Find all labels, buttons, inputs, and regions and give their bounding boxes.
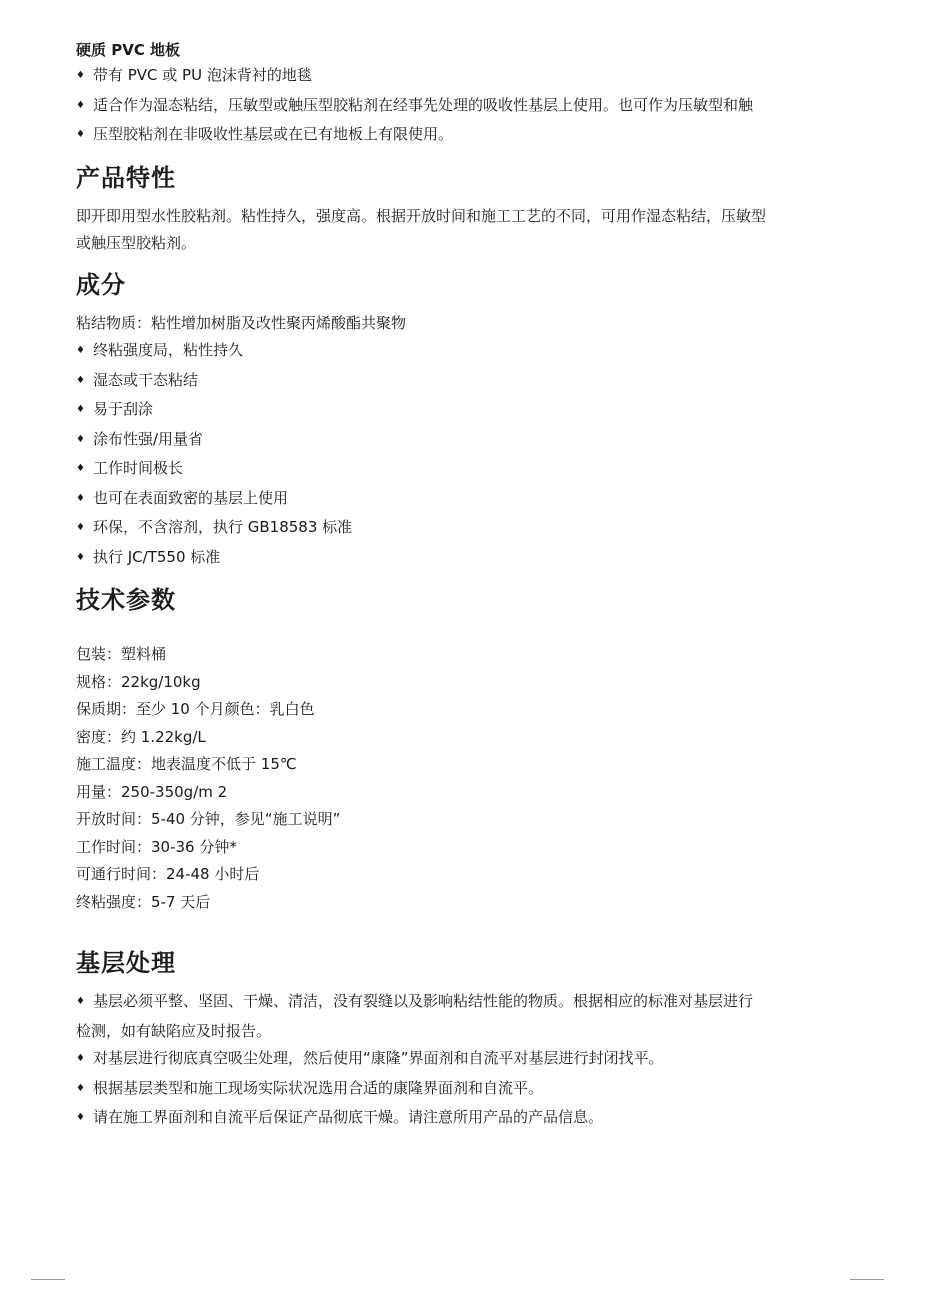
list-item: ♦ 执行 JC/T550 标准: [76, 544, 856, 574]
list-item: ♦ 基层必须平整、坚固、干燥、清洁，没有裂缝以及影响粘结性能的物质。根据相应的标准对基层进行: [76, 988, 856, 1018]
list-item-continuation: 检测，如有缺陷应及时报告。: [76, 1021, 272, 1040]
spec-line: 终粘强度：5-7 天后: [76, 892, 211, 911]
spec-line: 工作时间：30-36 分钟*: [76, 837, 237, 856]
list-item: ♦ 也可在表面致密的基层上使用: [76, 485, 856, 515]
spec-line: 开放时间：5-40 分钟，参见“施工说明”: [76, 810, 341, 828]
spec-line: 规格：22kg/10kg: [76, 672, 201, 691]
hard-pvc-heading: 硬质 PVC 地板: [76, 41, 181, 59]
specs-heading: 技术参数: [76, 586, 176, 614]
page-corner-mark-right: [850, 1279, 884, 1280]
list-item: ♦ 请在施工界面剂和自流平后保证产品彻底干燥。请注意所用产品的产品信息。: [76, 1104, 856, 1134]
spec-line: 密度：约 1.22kg/L: [76, 727, 206, 746]
list-item: ♦ 环保，不含溶剂，执行 GB18583 标准: [76, 514, 856, 544]
list-item: ♦ 适合作为湿态粘结，压敏型或触压型胶粘剂在经事先处理的吸收性基层上使用。也可作为压敏型和触: [76, 92, 856, 122]
list-item: ♦ 湿态或干态粘结: [76, 367, 856, 397]
spec-line: 施工温度：地表温度不低于 15℃: [76, 755, 297, 773]
list-item: ♦ 根据基层类型和施工现场实际状况选用合适的康隆界面剂和自流平。: [76, 1075, 856, 1105]
spec-line: 用量：250-350g/m 2: [76, 782, 228, 801]
list-item: ♦ 对基层进行彻底真空吸尘处理，然后使用“康隆”界面剂和自流平对基层进行封闭找平。: [76, 1045, 856, 1075]
substrate-heading: 基层处理: [76, 949, 176, 977]
composition-intro: 粘结物质：粘性增加树脂及改性聚丙烯酸酯共聚物: [76, 313, 407, 332]
features-heading: 产品特性: [76, 163, 176, 192]
composition-heading: 成分: [76, 270, 126, 299]
spec-line: 保质期：至少 10 个月颜色：乳白色: [76, 700, 315, 718]
features-text-line: 或触压型胶粘剂。: [76, 234, 197, 252]
list-item: ♦ 易于刮涂: [76, 396, 856, 426]
list-item: ♦ 终粘强度局，粘性持久: [76, 337, 856, 367]
document-page: [76, 38, 856, 1134]
spec-line: 包装：塑料桶: [76, 645, 167, 663]
list-item: ♦ 带有 PVC 或 PU 泡沫背衬的地毯: [76, 62, 856, 92]
list-item: ♦ 工作时间极长: [76, 455, 856, 485]
spec-line: 可通行时间：24-48 小时后: [76, 865, 260, 883]
features-text-line: 即开即用型水性胶粘剂。粘性持久，强度高。根据开放时间和施工工艺的不同，可用作湿态粘结，压敏型: [76, 206, 767, 225]
page-corner-mark-left: [31, 1279, 65, 1280]
list-item: ♦ 涂布性强/用量省: [76, 426, 856, 456]
list-item: ♦ 压型胶粘剂在非吸收性基层或在已有地板上有限使用。: [76, 121, 856, 151]
